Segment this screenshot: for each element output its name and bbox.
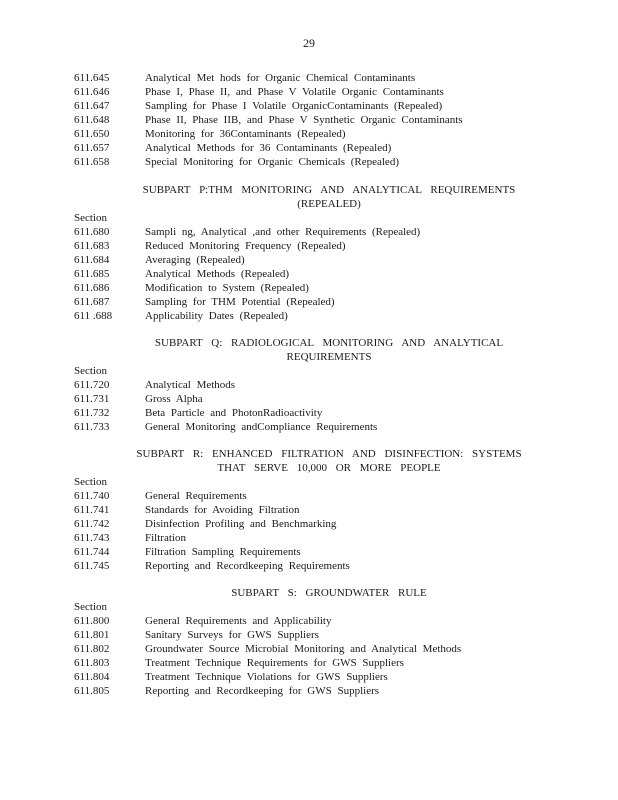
- section-number: 611.805: [74, 685, 110, 697]
- toc-row: [74, 99, 554, 113]
- section-title: Sampling for THM Potential (Repealed): [145, 296, 335, 308]
- section-title: Filtration Sampling Requirements: [145, 546, 301, 558]
- section-number: 611.680: [74, 226, 110, 238]
- section-title: Analytical Methods (Repealed): [145, 268, 290, 280]
- section-title: Sampli ng, Analytical ,and other Requirements (Repealed): [145, 226, 421, 238]
- section-title: Treatment Technique Requirements for GWS Suppliers: [145, 657, 404, 669]
- section-title: Beta Particle and PhotonRadioactivity: [145, 407, 323, 419]
- toc-row: [74, 420, 554, 434]
- section-number: 611.683: [74, 240, 110, 252]
- section-title: Reduced Monitoring Frequency (Repealed): [145, 240, 346, 252]
- section-number: 611.802: [74, 643, 110, 655]
- section-title: Phase II, Phase IIB, and Phase V Synthetic Organic Contaminants: [145, 114, 463, 126]
- section-title: General Monitoring andCompliance Requirements: [145, 421, 378, 433]
- toc-row: [74, 281, 554, 295]
- toc-row: [74, 85, 554, 99]
- subpart-heading-line: SUBPART R: ENHANCED FILTRATION AND DISINFECTION: SYSTEMS: [136, 448, 522, 460]
- toc-row: [74, 225, 554, 239]
- toc-row: [74, 141, 554, 155]
- toc-row: [74, 239, 554, 253]
- subpart-heading-line: SUBPART P:THM MONITORING AND ANALYTICAL REQUIREMENTS: [142, 184, 516, 196]
- section-label: Section: [74, 365, 107, 377]
- section-title: Modification to System (Repealed): [145, 282, 309, 294]
- section-title: Treatment Technique Violations for GWS Suppliers: [145, 671, 388, 683]
- section-title: Disinfection Profiling and Benchmarking: [145, 518, 337, 530]
- section-number: 611.801: [74, 629, 110, 641]
- section-number: 611.803: [74, 657, 110, 669]
- section-number: 611.742: [74, 518, 110, 530]
- section-number: 611.745: [74, 560, 110, 572]
- section-number: 611.733: [74, 421, 110, 433]
- section-number: 611.687: [74, 296, 110, 308]
- toc-row: [74, 309, 554, 323]
- toc-row: [74, 684, 554, 698]
- toc-row: [74, 614, 554, 628]
- section-title: Filtration: [145, 532, 186, 544]
- section-title: Reporting and Recordkeeping Requirements: [145, 560, 350, 572]
- section-title: Reporting and Recordkeeping for GWS Suppliers: [145, 685, 380, 697]
- toc-row: [74, 378, 554, 392]
- section-number: 611.650: [74, 128, 110, 140]
- section-title: Gross Alpha: [145, 393, 203, 405]
- subpart-heading: [104, 447, 554, 475]
- toc-row: [74, 267, 554, 281]
- section-number: 611.804: [74, 671, 110, 683]
- section-number: 611.648: [74, 114, 110, 126]
- table-of-contents: [74, 71, 554, 698]
- section-number: 611.684: [74, 254, 110, 266]
- section-number: 611.731: [74, 393, 110, 405]
- subpart-heading: [104, 586, 554, 600]
- section-title: Standards for Avoiding Filtration: [145, 504, 300, 516]
- section-number: 611.686: [74, 282, 110, 294]
- subpart-heading-line: REQUIREMENTS: [286, 351, 372, 363]
- section-title: Groundwater Source Microbial Monitoring and Analytical Methods: [145, 643, 462, 655]
- toc-group-subpart-q: [74, 336, 554, 434]
- section-title: Averaging (Repealed): [145, 254, 245, 266]
- section-title: Sampling for Phase I Volatile OrganicContaminants (Repealed): [145, 100, 443, 112]
- section-number: 611.645: [74, 72, 110, 84]
- section-title: Applicability Dates (Repealed): [145, 310, 288, 322]
- subpart-heading-line: THAT SERVE 10,000 OR MORE PEOPLE: [217, 462, 441, 474]
- subpart-heading: [104, 183, 554, 211]
- toc-row: [74, 531, 554, 545]
- section-number: 611.685: [74, 268, 110, 280]
- toc-row: [74, 489, 554, 503]
- toc-row: [74, 656, 554, 670]
- section-title: Analytical Methods: [145, 379, 236, 391]
- toc-row: [74, 628, 554, 642]
- subpart-heading: [104, 336, 554, 364]
- section-label: Section: [74, 212, 107, 224]
- section-number: 611.646: [74, 86, 110, 98]
- section-number: 611 .688: [74, 310, 113, 322]
- toc-row: [74, 517, 554, 531]
- toc-row: [74, 670, 554, 684]
- section-title: Phase I, Phase II, and Phase V Volatile Organic Contaminants: [145, 86, 444, 98]
- toc-row: [74, 295, 554, 309]
- toc-row: [74, 503, 554, 517]
- toc-row: [74, 155, 554, 169]
- toc-group-subpart-o: [74, 71, 554, 169]
- section-number: 611.720: [74, 379, 110, 391]
- toc-row: [74, 545, 554, 559]
- subpart-heading-line: SUBPART Q: RADIOLOGICAL MONITORING AND ANALYTICAL: [154, 337, 504, 349]
- subpart-heading-line: SUBPART S: GROUNDWATER RULE: [231, 587, 427, 599]
- section-number: 611.658: [74, 156, 110, 168]
- toc-row: [74, 127, 554, 141]
- section-label: Section: [74, 601, 107, 613]
- section-number: 611.732: [74, 407, 110, 419]
- section-title: Analytical Met hods for Organic Chemical Contaminants: [145, 72, 416, 84]
- subpart-heading-line: (REPEALED): [297, 198, 361, 210]
- toc-row: [74, 559, 554, 573]
- toc-row: [74, 392, 554, 406]
- section-label: Section: [74, 476, 107, 488]
- toc-row: [74, 406, 554, 420]
- section-title: General Requirements and Applicability: [145, 615, 332, 627]
- section-title: Monitoring for 36Contaminants (Repealed): [145, 128, 346, 140]
- section-number: 611.740: [74, 490, 110, 502]
- page-number: 29: [303, 36, 315, 50]
- section-number: 611.647: [74, 100, 110, 112]
- toc-row: [74, 642, 554, 656]
- toc-group-subpart-s: [74, 586, 554, 698]
- section-number: 611.744: [74, 546, 110, 558]
- section-title: General Requirements: [145, 490, 247, 502]
- toc-row: [74, 113, 554, 127]
- section-number: 611.743: [74, 532, 110, 544]
- section-title: Special Monitoring for Organic Chemicals (Repealed): [145, 156, 399, 168]
- section-title: Analytical Methods for 36 Contaminants (Repealed): [145, 142, 392, 154]
- section-title: Sanitary Surveys for GWS Suppliers: [145, 629, 319, 641]
- toc-row: [74, 71, 554, 85]
- section-number: 611.657: [74, 142, 110, 154]
- toc-group-subpart-r: [74, 447, 554, 573]
- toc-group-subpart-p: [74, 183, 554, 323]
- toc-row: [74, 253, 554, 267]
- section-number: 611.800: [74, 615, 110, 627]
- section-number: 611.741: [74, 504, 110, 516]
